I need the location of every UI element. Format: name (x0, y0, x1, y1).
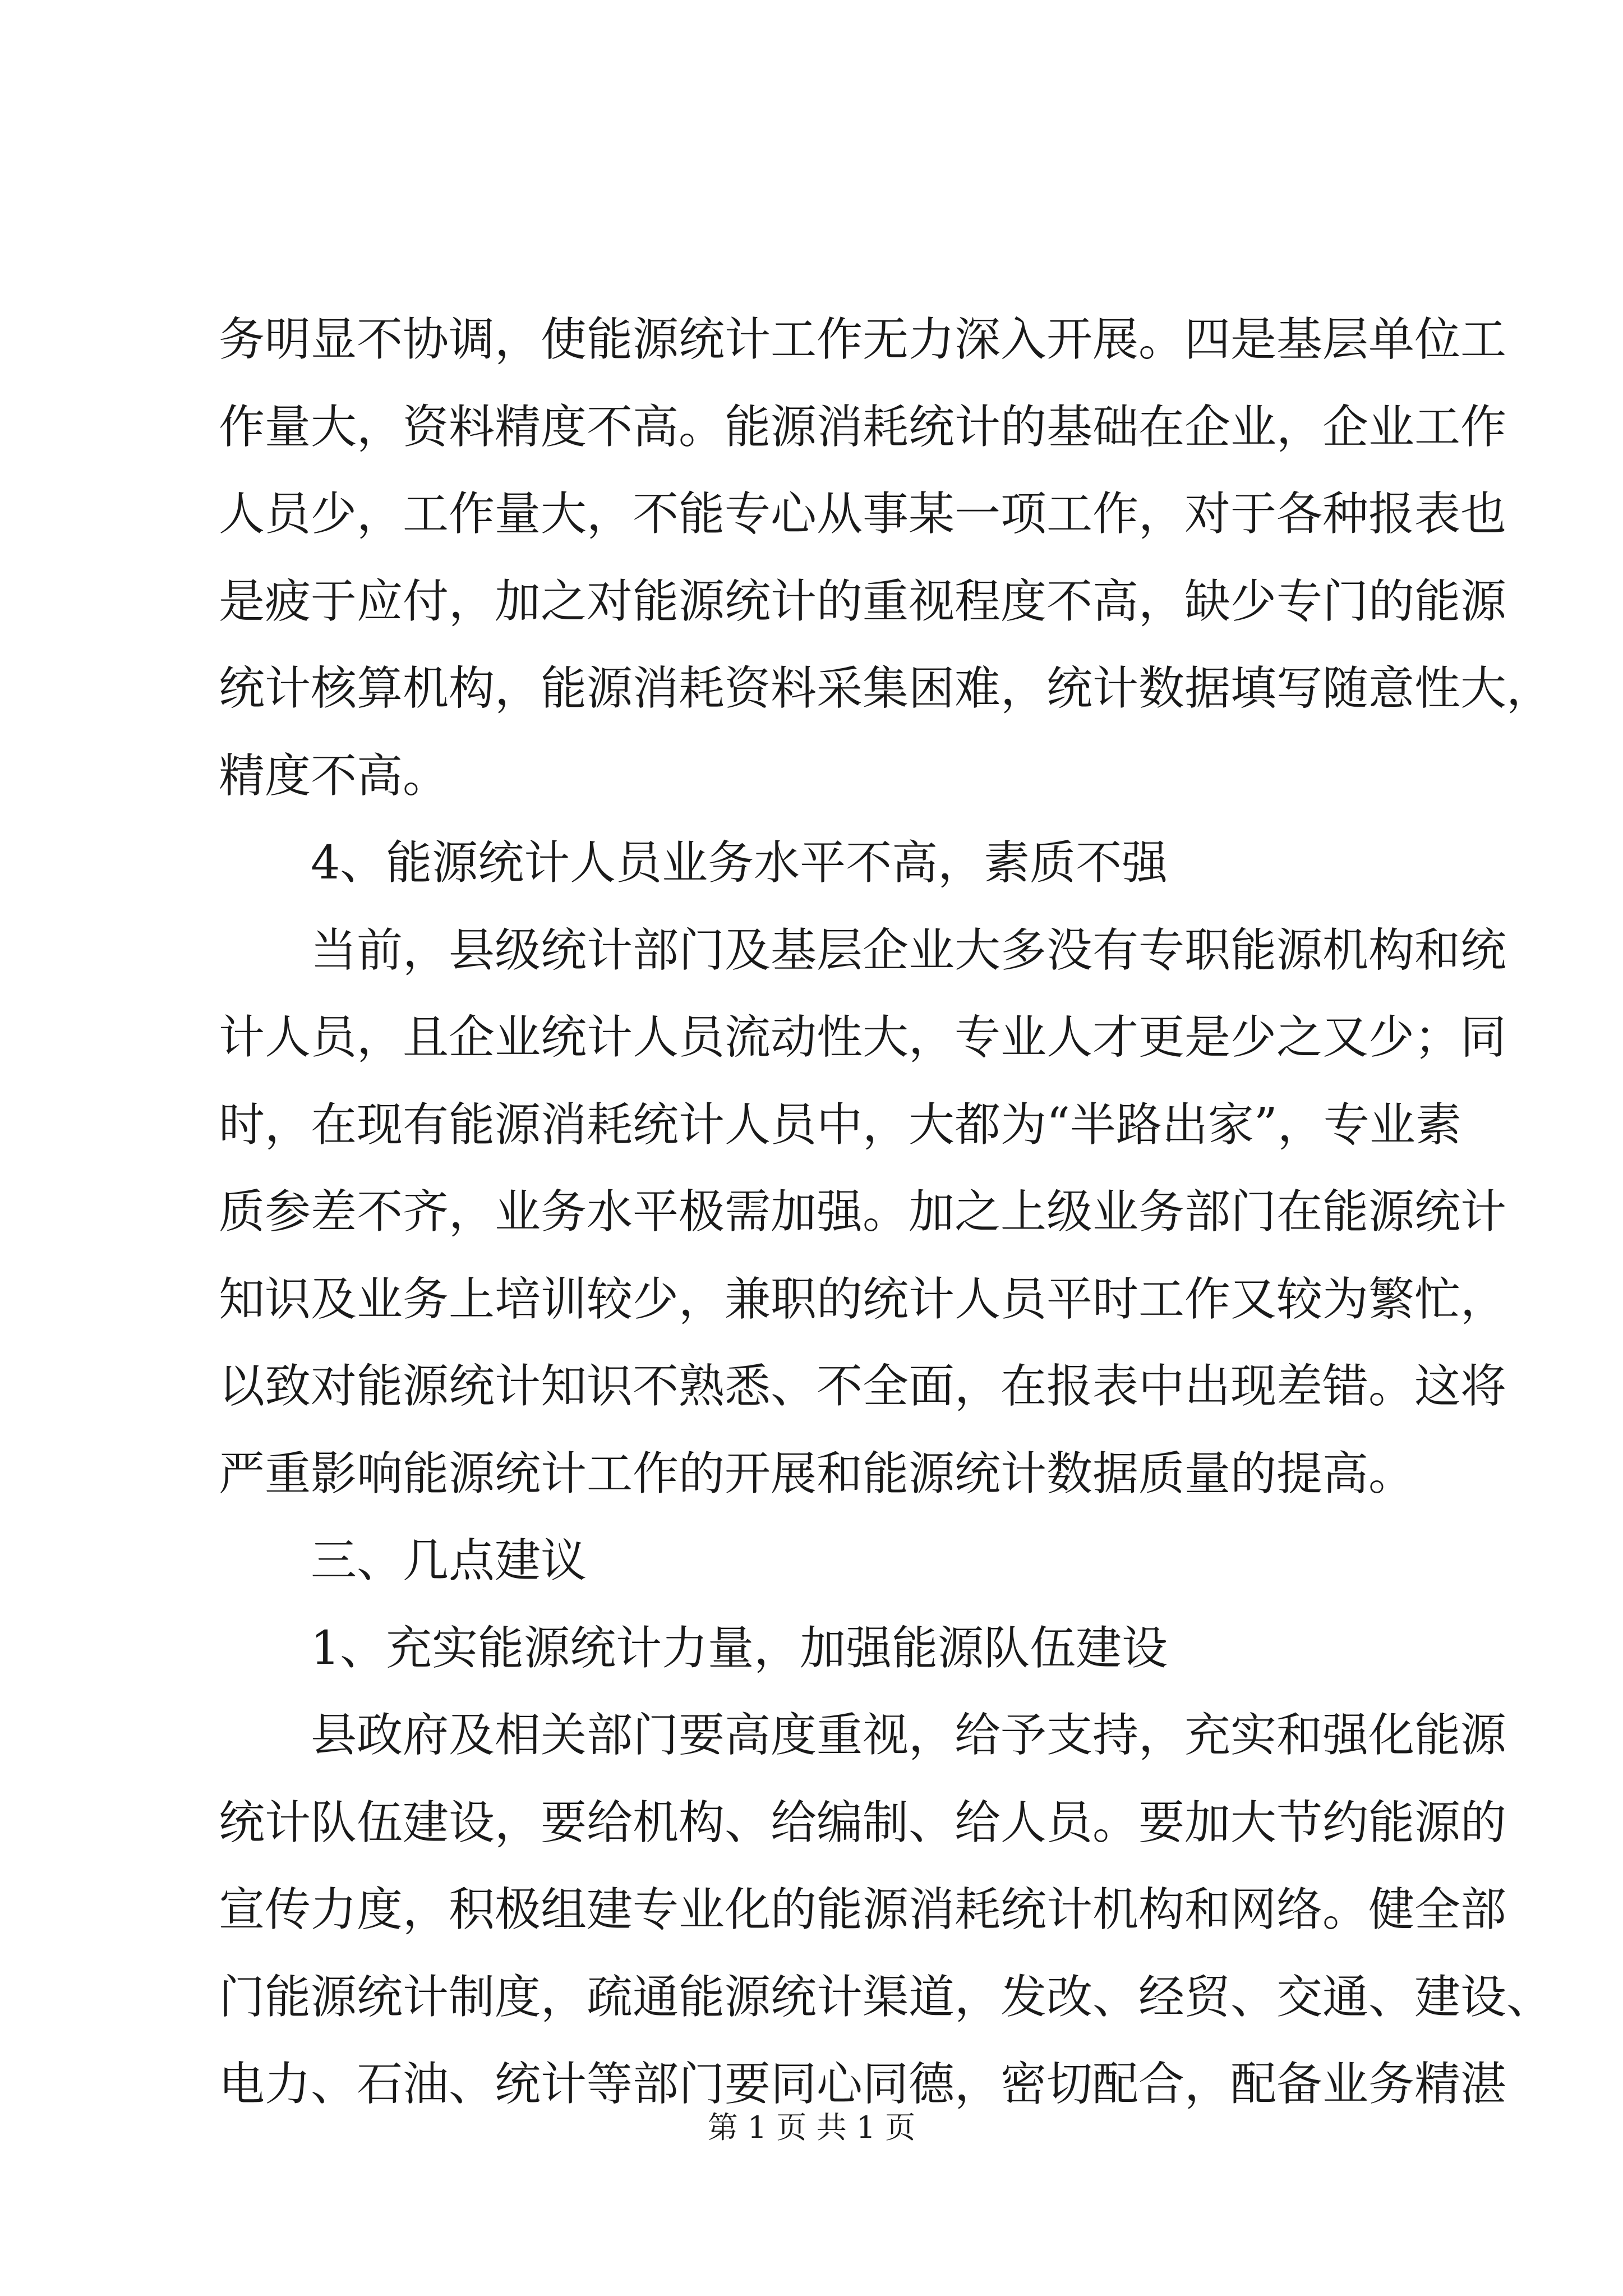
text-line: 人员少，工作量大，不能专心从事某一项工作，对于各种报表也 (219, 487, 1507, 541)
text-line: 严重影响能源统计工作的开展和能源统计数据质量的提高。 (219, 1447, 1415, 1501)
text-line: 电力、石油、统计等部门要同心同德，密切配合，配备业务精湛 (219, 2058, 1507, 2111)
text-line: 以致对能源统计知识不熟悉、不全面，在报表中出现差错。这将 (219, 1360, 1507, 1413)
document-body (219, 296, 1553, 2128)
section-heading: 三、几点建议 (311, 1534, 587, 1588)
page-footer (0, 2104, 1623, 2147)
text-line: 质参差不齐，业务水平极需加强。加之上级业务部门在能源统计 (219, 1185, 1507, 1239)
text-line: 时，在现有能源消耗统计人员中，大都为“半路出家”，专业素 (219, 1098, 1461, 1152)
text-line: 是疲于应付，加之对能源统计的重视程度不高，缺少专门的能源 (219, 574, 1507, 628)
text-line: 统计核算机构，能源消耗资料采集困难，统计数据填写随意性大， (219, 662, 1553, 715)
text-line: 精度不高。 (219, 749, 449, 803)
text-line: 统计队伍建设，要给机构、给编制、给人员。要加大节约能源的 (219, 1796, 1507, 1849)
text-line: 计人员，且企业统计人员流动性大，专业人才更是少之又少；同 (219, 1011, 1507, 1064)
section-heading: 1、充实能源统计力量，加强能源队伍建设 (311, 1621, 1168, 1675)
text-line: 当前，县级统计部门及基层企业大多没有专职能源机构和统 (311, 923, 1507, 977)
text-line: 知识及业务上培训较少，兼职的统计人员平时工作又较为繁忙， (219, 1272, 1507, 1326)
text-line: 县政府及相关部门要高度重视，给予支持，充实和强化能源 (311, 1709, 1507, 1762)
page-number-label: 第 1 页 共 1 页 (707, 2110, 916, 2145)
text-line: 门能源统计制度，疏通能源统计渠道，发改、经贸、交通、建设、 (219, 1970, 1553, 2024)
text-line: 宣传力度，积极组建专业化的能源消耗统计机构和网络。健全部 (219, 1883, 1507, 1936)
text-line: 作量大，资料精度不高。能源消耗统计的基础在企业，企业工作 (219, 400, 1507, 454)
text-line: 务明显不协调，使能源统计工作无力深入开展。四是基层单位工 (219, 313, 1507, 366)
section-heading: 4、能源统计人员业务水平不高，素质不强 (311, 836, 1168, 890)
